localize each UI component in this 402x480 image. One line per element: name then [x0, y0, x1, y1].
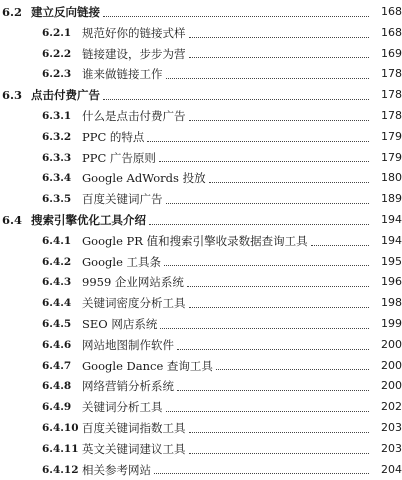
toc-entry-title: 谁来做链接工作 [82, 67, 163, 82]
toc-entry-subsection [0, 44, 402, 65]
toc-entry-section [0, 2, 402, 23]
toc-leader-dots [154, 473, 369, 474]
toc-leader-dots [103, 16, 369, 17]
toc-leader-dots [166, 203, 370, 204]
toc-entry-subsection [0, 335, 402, 356]
toc-leader-dots [160, 328, 369, 329]
toc-entry-subsection [0, 314, 402, 335]
toc-entry-subsection [0, 231, 402, 252]
toc-entry-number: 6.2.1 [42, 26, 72, 39]
toc-entry-number: 6.4 [2, 212, 23, 227]
toc-entry-subsection [0, 127, 402, 148]
toc-entry-title: 百度关键词指数工具 [82, 420, 186, 435]
toc-entry-page: 196 [381, 275, 402, 289]
toc-entry-subsection [0, 148, 402, 169]
toc-entry-subsection [0, 293, 402, 314]
toc-entry-title: 建立反向链接 [31, 5, 101, 19]
toc-entry-number: 6.4.2 [42, 255, 72, 268]
toc-entry-number: 6.4.6 [42, 338, 72, 351]
toc-entry-number: 6.4.5 [42, 317, 72, 330]
toc-entry-number: 6.4.9 [42, 401, 72, 414]
toc-entry-number: 6.4.3 [42, 276, 72, 289]
toc-leader-dots [189, 453, 370, 454]
toc-leader-dots [189, 307, 370, 308]
toc-entry-page: 168 [381, 25, 402, 39]
toc-entry-subsection [0, 252, 402, 273]
toc-entry-subsection [0, 272, 402, 293]
toc-entry-number: 6.4.12 [42, 463, 79, 476]
toc-entry-title: 相关参考网站 [82, 462, 151, 477]
toc-entry-page: 200 [381, 379, 402, 393]
toc-entry-number: 6.3.3 [42, 151, 72, 164]
toc-entry-title: 链接建设，步步为营 [82, 46, 186, 61]
toc-entry-page: 178 [381, 88, 402, 102]
toc-entry-number: 6.2.3 [42, 68, 72, 81]
toc-entry-page: 180 [381, 171, 402, 185]
toc-entry-subsection [0, 23, 402, 44]
toc-leader-dots [177, 349, 369, 350]
toc-entry-number: 6.4.11 [42, 442, 79, 455]
toc-entry-subsection [0, 418, 402, 439]
toc-entry-page: 198 [381, 296, 402, 310]
toc-entry-number: 6.4.4 [42, 297, 72, 310]
toc-entry-subsection [0, 397, 402, 418]
toc-entry-page: 200 [381, 358, 402, 372]
toc-entry-subsection [0, 376, 402, 397]
toc-entry-page: 204 [381, 462, 402, 476]
toc-entry-number: 6.3.4 [42, 172, 72, 185]
toc-entry-title: 9959 企业网站系统 [82, 275, 184, 290]
toc-entry-title: 规范好你的链接式样 [82, 25, 186, 40]
toc-entry-section [0, 210, 402, 231]
toc-entry-title: PPC 的特点 [82, 129, 145, 144]
toc-entry-subsection [0, 356, 402, 377]
toc-entry-section [0, 85, 402, 106]
toc-leader-dots [177, 390, 369, 391]
toc-entry-page: 178 [381, 108, 402, 122]
toc-entry-number: 6.3 [2, 88, 23, 103]
toc-entry-subsection [0, 460, 402, 480]
toc-entry-page: 194 [381, 212, 402, 226]
toc-entry-title: 关键词密度分析工具 [82, 296, 186, 311]
toc-entry-page: 178 [381, 67, 402, 81]
toc-leader-dots [166, 78, 370, 79]
toc-leader-dots [311, 245, 369, 246]
toc-entry-title: 网站地图制作软件 [82, 337, 174, 352]
toc-entry-page: 169 [381, 46, 402, 60]
toc-leader-dots [159, 161, 369, 162]
toc-leader-dots [189, 120, 370, 121]
toc-entry-number: 6.4.8 [42, 380, 72, 393]
toc-entry-number: 6.2 [2, 5, 23, 19]
toc-entry-subsection [0, 439, 402, 460]
toc-leader-dots [189, 37, 370, 38]
toc-entry-title: 网络营销分析系统 [82, 379, 174, 394]
toc-entry-title: 什么是点击付费广告 [82, 108, 186, 123]
toc-entry-title: 点击付费广告 [31, 88, 101, 103]
toc-entry-title: 关键词分析工具 [82, 400, 163, 415]
toc-entry-subsection [0, 189, 402, 210]
toc-entry-number: 6.3.1 [42, 109, 72, 122]
toc-entry-page: 203 [381, 420, 402, 434]
toc-leader-dots [164, 265, 369, 266]
toc-leader-dots [103, 99, 369, 100]
toc-entry-title: Google Dance 查询工具 [82, 358, 213, 373]
toc-leader-dots [166, 411, 370, 412]
toc-entry-page: 195 [381, 254, 402, 268]
toc-leader-dots [209, 182, 369, 183]
toc-leader-dots [149, 224, 369, 225]
toc-entry-number: 6.4.7 [42, 359, 72, 372]
toc-entry-number: 6.2.2 [42, 47, 72, 60]
toc-leader-dots [187, 286, 369, 287]
toc-leader-dots [189, 432, 370, 433]
toc-entry-title: 百度关键词广告 [82, 192, 163, 207]
toc-entry-title: Google AdWords 投放 [82, 171, 206, 186]
toc-entry-title: SEO 网店系统 [82, 316, 158, 331]
toc-entry-page: 179 [381, 129, 402, 143]
toc-entry-title: Google PR 值和搜索引擎收录数据查询工具 [82, 233, 308, 248]
toc-leader-dots [147, 141, 369, 142]
toc-entry-page: 202 [381, 400, 402, 414]
toc-entry-page: 199 [381, 316, 402, 330]
toc-entry-number: 6.4.1 [42, 234, 72, 247]
toc-entry-page: 194 [381, 233, 402, 247]
toc-entry-title: 搜索引擎优化工具介绍 [31, 212, 147, 227]
toc-entry-page: 168 [381, 5, 402, 18]
toc-entry-page: 200 [381, 337, 402, 351]
toc-entry-title: PPC 广告原则 [82, 150, 156, 165]
toc-entry-subsection [0, 168, 402, 189]
toc-entry-number: 6.3.2 [42, 130, 72, 143]
toc-leader-dots [189, 57, 370, 58]
toc-entry-page: 189 [381, 192, 402, 206]
toc-entry-number: 6.4.10 [42, 421, 79, 434]
toc-entry-subsection [0, 106, 402, 127]
toc-entry-page: 203 [381, 441, 402, 455]
toc-entry-title: Google 工具条 [82, 254, 162, 269]
toc-entry-subsection [0, 64, 402, 85]
toc-entry-title: 英文关键词建议工具 [82, 441, 186, 456]
toc-entry-page: 179 [381, 150, 402, 164]
toc-leader-dots [216, 369, 369, 370]
toc-entry-number: 6.3.5 [42, 193, 72, 206]
